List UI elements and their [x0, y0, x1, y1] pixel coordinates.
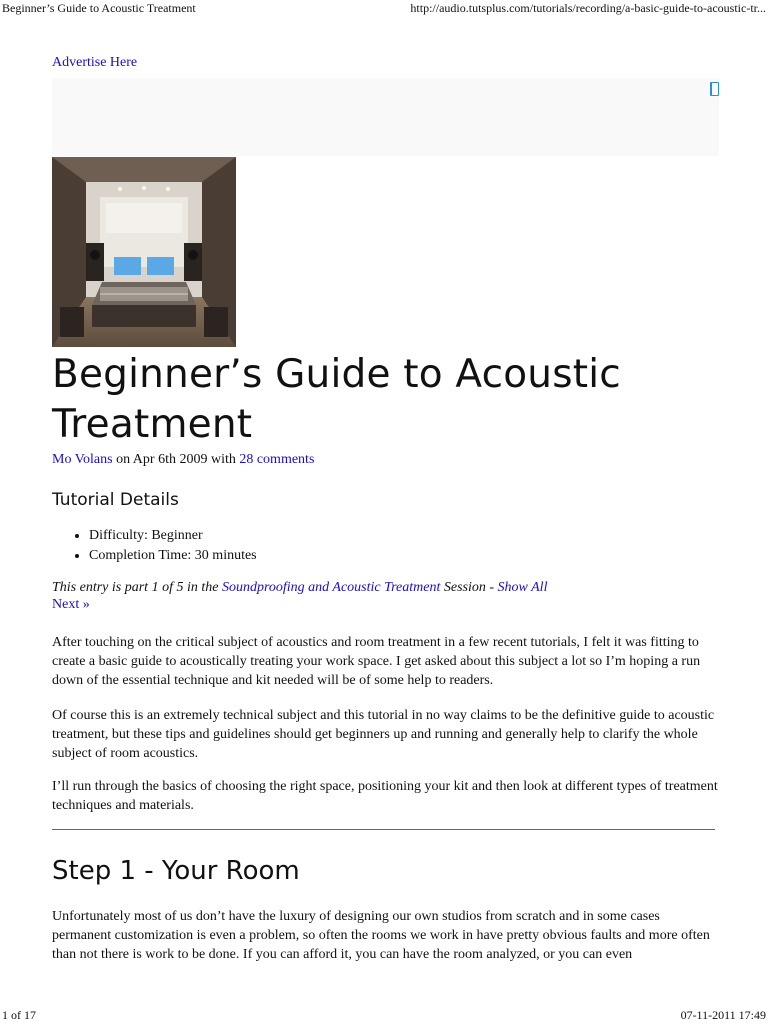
- print-datetime: 07-11-2011 17:49: [680, 1008, 766, 1022]
- intro-paragraph-1: After touching on the critical subject of acoustics and room treatment in a few recent tutorials, I felt it was fitting to create a basic guide to acoustically treating your work space. I get asked about this subject a lot so I’m hoping a run down of the essential technique and kit needed will be of some help to readers.: [52, 635, 701, 688]
- article-title: Beginner’s Guide to Acoustic Treatment: [52, 352, 621, 447]
- page-counter: 1 of 17: [2, 1008, 36, 1022]
- author-link[interactable]: Mo Volans: [52, 452, 113, 467]
- session-series-link[interactable]: Soundproofing and Acoustic Treatment: [221, 580, 441, 595]
- session-prefix-text: This entry is part 1 of 5 in the: [52, 580, 222, 595]
- session-middle-text: Session -: [440, 580, 498, 595]
- advertise-here-link[interactable]: Advertise Here: [52, 55, 138, 70]
- difficulty-item: • Difficulty: Beginner: [89, 526, 257, 546]
- intro-paragraph-2: Of course this is an extremely technical subject and this tutorial in no way claims to be the definitive guide to acoustic treatment, but these tips and guidelines should get beginners up and running and generally help to clarify the whole subject of room acoustics.: [52, 708, 715, 761]
- print-header: [0, 0, 768, 16]
- ad-banner[interactable]: [52, 78, 719, 156]
- tutorial-details-list: [52, 526, 257, 566]
- ad-choices-icon[interactable]: [710, 82, 719, 96]
- article-byline: [52, 452, 314, 468]
- tutorial-details-heading: Tutorial Details: [52, 490, 179, 510]
- step-1-heading: Step 1 - Your Room: [52, 856, 300, 886]
- print-header-title: Beginner’s Guide to Acoustic Treatment: [2, 1, 196, 15]
- byline-date-text: on Apr 6th 2009 with: [112, 452, 240, 467]
- show-all-link[interactable]: Show All: [497, 580, 548, 595]
- studio-illustration: [52, 157, 236, 347]
- print-header-url: http://audio.tutsplus.com/tutorials/recording/a-basic-guide-to-acoustic-tr...: [410, 1, 766, 15]
- next-link[interactable]: Next »: [52, 597, 90, 612]
- intro-paragraph-3: I’ll run through the basics of choosing the right space, positioning your kit and then look at different types of treatment techniques and materials.: [52, 779, 718, 813]
- session-info: [52, 580, 547, 613]
- print-footer: [0, 1006, 768, 1024]
- section-divider: [52, 829, 715, 830]
- completion-time-item: • Completion Time: 30 minutes: [89, 546, 257, 566]
- step-1-paragraph: Unfortunately most of us don’t have the luxury of designing our own studios from scratch and in some cases permanent customization is even a problem, so often the rooms we work in have pretty obvious faults and more often than not there is work to be done. If you can afford it, you can have the room analyzed, or you can even: [52, 909, 710, 962]
- studio-hero-image: [52, 157, 236, 347]
- comments-link[interactable]: 28 comments: [239, 452, 315, 467]
